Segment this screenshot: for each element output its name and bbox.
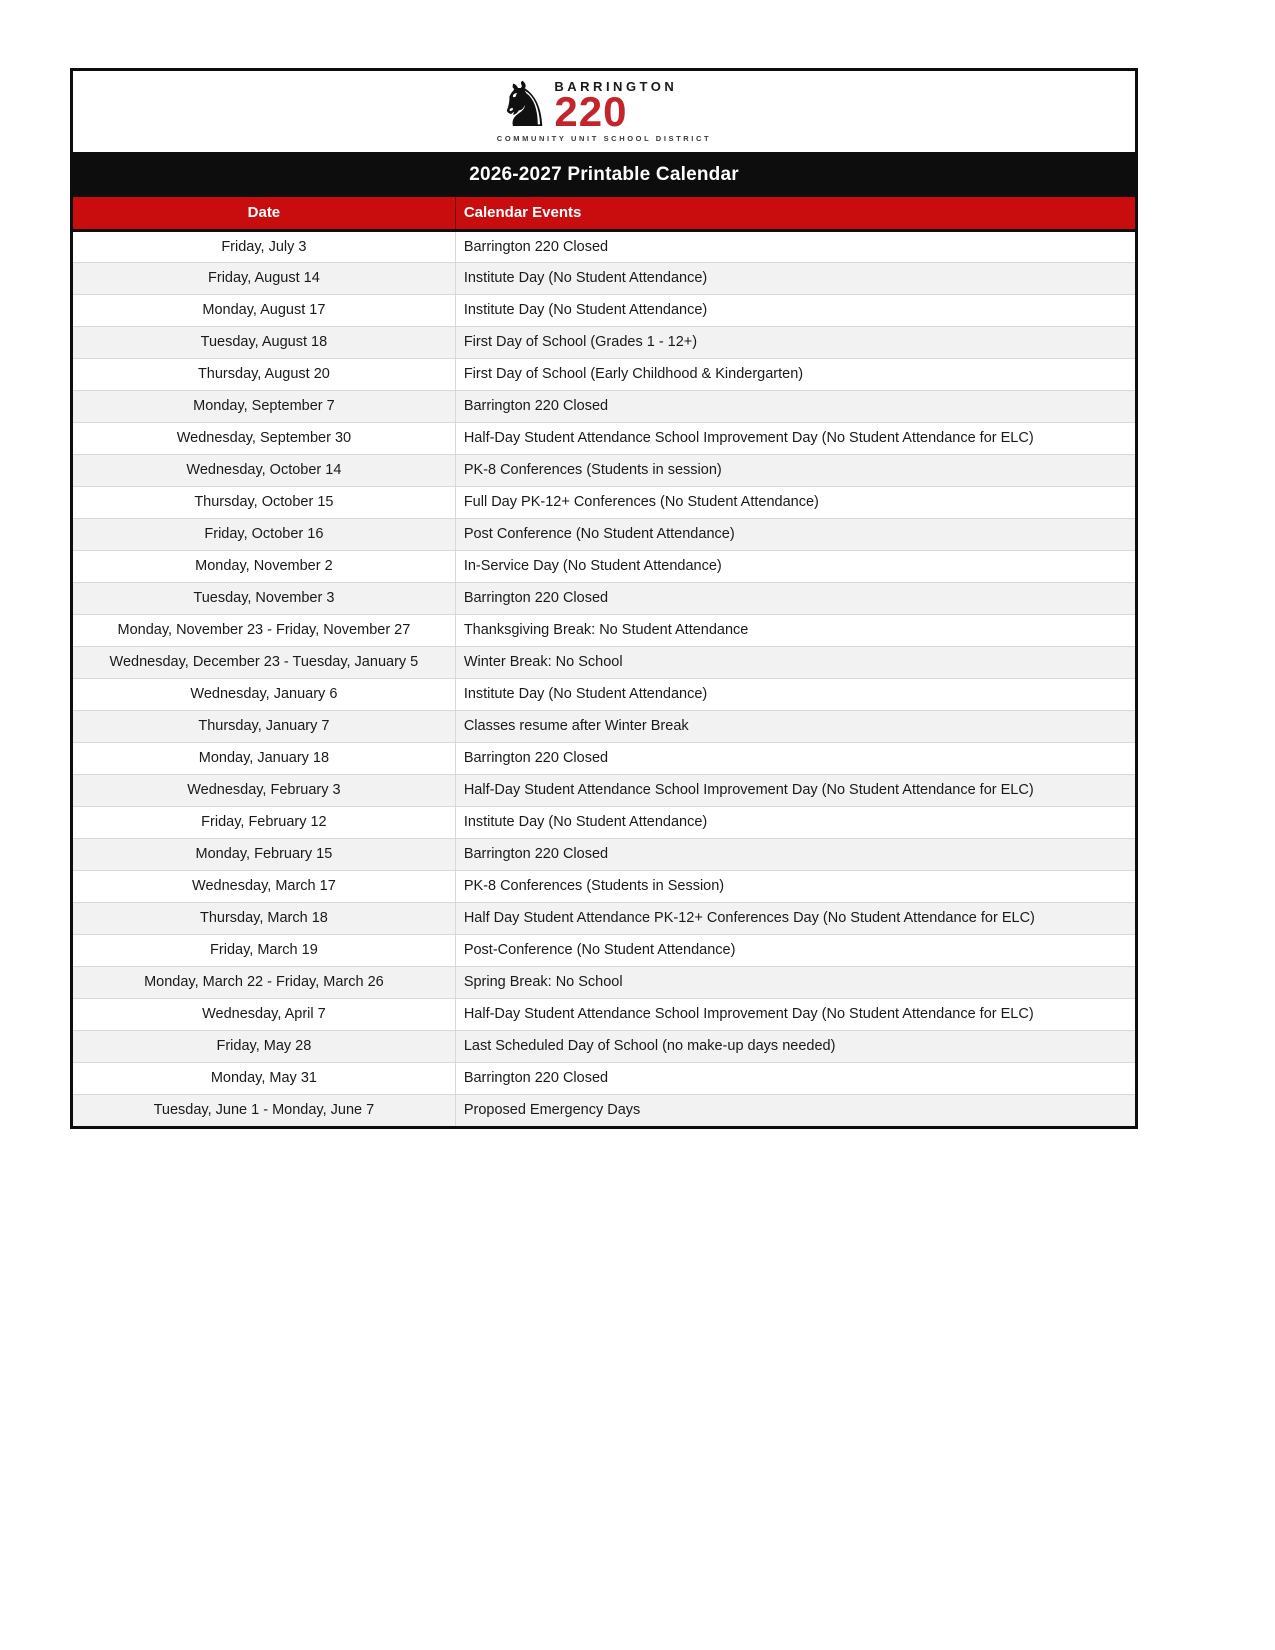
calendar-table-header — [73, 197, 1135, 230]
event-cell: Classes resume after Winter Break — [455, 710, 1135, 742]
table-row — [73, 1062, 1135, 1094]
page-title: 2026-2027 Printable Calendar — [73, 152, 1135, 197]
table-row — [73, 230, 1135, 262]
table-row — [73, 678, 1135, 710]
event-cell: Institute Day (No Student Attendance) — [455, 262, 1135, 294]
event-cell: PK-8 Conferences (Students in session) — [455, 454, 1135, 486]
logo-district-name: BARRINGTON — [554, 79, 678, 95]
event-cell: Barrington 220 Closed — [455, 1062, 1135, 1094]
table-row — [73, 646, 1135, 678]
table-row — [73, 902, 1135, 934]
table-row — [73, 582, 1135, 614]
table-row — [73, 518, 1135, 550]
event-cell: Barrington 220 Closed — [455, 582, 1135, 614]
table-row — [73, 710, 1135, 742]
date-cell: Monday, May 31 — [73, 1062, 455, 1094]
event-cell: Post Conference (No Student Attendance) — [455, 518, 1135, 550]
date-cell: Friday, March 19 — [73, 934, 455, 966]
date-cell: Wednesday, April 7 — [73, 998, 455, 1030]
header-row — [73, 197, 1135, 230]
district-logo — [496, 71, 712, 143]
table-row — [73, 422, 1135, 454]
table-row — [73, 454, 1135, 486]
table-row — [73, 390, 1135, 422]
logo-district-number: 220 — [554, 88, 628, 136]
date-cell: Wednesday, March 17 — [73, 870, 455, 902]
date-cell: Thursday, August 20 — [73, 358, 455, 390]
event-cell: Last Scheduled Day of School (no make-up days needed) — [455, 1030, 1135, 1062]
table-row — [73, 262, 1135, 294]
event-cell: Proposed Emergency Days — [455, 1094, 1135, 1126]
event-cell: Thanksgiving Break: No Student Attendance — [455, 614, 1135, 646]
column-header-date: Date — [73, 197, 455, 230]
event-cell: Barrington 220 Closed — [455, 390, 1135, 422]
date-cell: Wednesday, September 30 — [73, 422, 455, 454]
event-cell: Barrington 220 Closed — [455, 742, 1135, 774]
event-cell: Barrington 220 Closed — [455, 838, 1135, 870]
event-cell: First Day of School (Grades 1 - 12+) — [455, 326, 1135, 358]
event-cell: Half-Day Student Attendance School Improvement Day (No Student Attendance for ELC) — [455, 422, 1135, 454]
column-header-events: Calendar Events — [455, 197, 1135, 230]
chess-knight-icon: ♞ — [496, 71, 553, 140]
table-row — [73, 326, 1135, 358]
calendar-table-body — [73, 230, 1135, 1126]
event-cell: PK-8 Conferences (Students in Session) — [455, 870, 1135, 902]
date-cell: Friday, October 16 — [73, 518, 455, 550]
date-cell: Friday, August 14 — [73, 262, 455, 294]
date-cell: Friday, May 28 — [73, 1030, 455, 1062]
date-cell: Thursday, January 7 — [73, 710, 455, 742]
table-row — [73, 966, 1135, 998]
calendar-document — [70, 68, 1138, 1129]
date-cell: Monday, March 22 - Friday, March 26 — [73, 966, 455, 998]
event-cell: First Day of School (Early Childhood & Kindergarten) — [455, 358, 1135, 390]
table-row — [73, 806, 1135, 838]
event-cell: Institute Day (No Student Attendance) — [455, 678, 1135, 710]
event-cell: Institute Day (No Student Attendance) — [455, 806, 1135, 838]
date-cell: Friday, February 12 — [73, 806, 455, 838]
table-row — [73, 934, 1135, 966]
date-cell: Wednesday, October 14 — [73, 454, 455, 486]
date-cell: Monday, November 2 — [73, 550, 455, 582]
event-cell: Winter Break: No School — [455, 646, 1135, 678]
date-cell: Monday, November 23 - Friday, November 27 — [73, 614, 455, 646]
event-cell: Spring Break: No School — [455, 966, 1135, 998]
date-cell: Monday, August 17 — [73, 294, 455, 326]
table-row — [73, 614, 1135, 646]
table-row — [73, 358, 1135, 390]
table-row — [73, 838, 1135, 870]
date-cell: Wednesday, December 23 - Tuesday, January 5 — [73, 646, 455, 678]
table-row — [73, 550, 1135, 582]
event-cell: In-Service Day (No Student Attendance) — [455, 550, 1135, 582]
date-cell: Wednesday, January 6 — [73, 678, 455, 710]
date-cell: Monday, September 7 — [73, 390, 455, 422]
date-cell: Monday, February 15 — [73, 838, 455, 870]
table-row — [73, 998, 1135, 1030]
table-row — [73, 294, 1135, 326]
date-cell: Friday, July 3 — [221, 238, 307, 255]
event-cell: Half-Day Student Attendance School Improvement Day (No Student Attendance for ELC) — [455, 774, 1135, 806]
date-cell: Thursday, October 15 — [73, 486, 455, 518]
table-row — [73, 486, 1135, 518]
table-row — [73, 1094, 1135, 1126]
event-cell: Full Day PK-12+ Conferences (No Student Attendance) — [455, 486, 1135, 518]
event-cell: Half Day Student Attendance PK-12+ Conferences Day (No Student Attendance for ELC) — [455, 902, 1135, 934]
calendar-table — [73, 197, 1135, 1126]
date-cell: Tuesday, November 3 — [73, 582, 455, 614]
date-cell: Tuesday, August 18 — [73, 326, 455, 358]
event-cell: Half-Day Student Attendance School Improvement Day (No Student Attendance for ELC) — [455, 998, 1135, 1030]
logo-band — [73, 71, 1135, 152]
event-cell: Post-Conference (No Student Attendance) — [455, 934, 1135, 966]
event-cell: Institute Day (No Student Attendance) — [455, 294, 1135, 326]
table-row — [73, 870, 1135, 902]
table-row — [73, 1030, 1135, 1062]
table-row — [73, 774, 1135, 806]
date-cell: Monday, January 18 — [73, 742, 455, 774]
table-row — [73, 742, 1135, 774]
event-cell: Barrington 220 Closed — [455, 230, 1135, 262]
logo-tagline: COMMUNITY UNIT SCHOOL DISTRICT — [496, 134, 712, 143]
date-cell: Tuesday, June 1 - Monday, June 7 — [73, 1094, 455, 1126]
logo-text — [554, 79, 678, 136]
date-cell: Wednesday, February 3 — [73, 774, 455, 806]
date-cell: Thursday, March 18 — [73, 902, 455, 934]
